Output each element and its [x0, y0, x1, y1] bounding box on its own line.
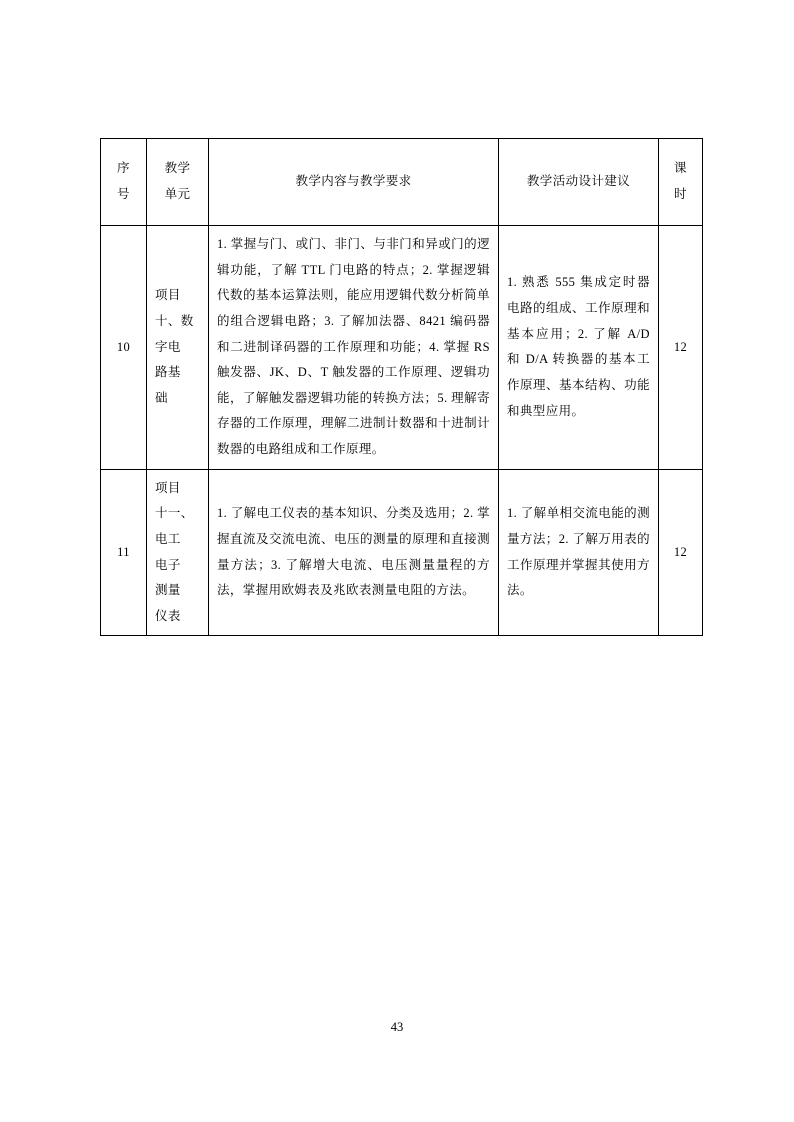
column-header-unit-line2: 单元	[164, 187, 191, 201]
row-content	[209, 226, 499, 470]
row-content	[209, 469, 499, 636]
column-header-activity: 教学活动设计建议	[499, 139, 659, 226]
column-header-no-line2: 号	[117, 187, 130, 201]
table-row	[101, 469, 703, 636]
row-unit-line: 路基	[155, 365, 181, 380]
row-content-text: 1. 了解电工仪表的基本知识、分类及选用；2. 掌握直流及交流电流、电压的测量的原理和直接测量方法；3. 了解增大电流、电压测量量程的方法，掌握用欧姆表及兆欧表测量电阻的方法。	[217, 506, 490, 598]
row-content-text: 1. 掌握与门、或门、非门、与非门和异或门的逻辑功能，了解 TTL 门电路的特点；2. 掌握逻辑代数的基本运算法则，能应用逻辑代数分析简单的组合逻辑电路；3. 了解加法器、8421 编码器和二进制译码器的工作原理和功能；4. 掌握 RS 触发器、JK、D、T 触发器的工作原理、逻辑功能，了解触发器逻辑功能的转换方法；5. 理解寄存器的工作原理，理解二进制计数器和十进制计数器的电路组成和工作原理。	[217, 237, 490, 456]
row-hours: 12	[659, 226, 703, 470]
table-header-row	[101, 139, 703, 226]
row-unit-line: 十、数	[155, 313, 194, 328]
row-unit	[147, 226, 209, 470]
row-unit-line: 测量	[155, 583, 181, 598]
column-header-unit	[147, 139, 209, 226]
table-row	[101, 226, 703, 470]
row-unit-line: 仪表	[155, 608, 181, 623]
row-unit-line: 项目	[155, 288, 181, 303]
table-body	[101, 226, 703, 636]
page-number: 43	[390, 1020, 404, 1034]
row-activity	[499, 469, 659, 636]
row-hours: 12	[659, 469, 703, 636]
row-unit-line: 电工	[155, 531, 181, 546]
column-header-no-line1: 序	[117, 161, 130, 176]
column-header-hours-line1: 课	[674, 161, 687, 176]
syllabus-table	[100, 138, 703, 636]
column-header-unit-line1: 教学	[164, 161, 191, 176]
column-header-hours-line2: 时	[674, 187, 687, 201]
row-activity-text: 1. 熟悉 555 集成定时器电路的组成、工作原理和基本应用；2. 了解 A/D 和 D/A 转换器的基本工作原理、基本结构、功能和典型应用。	[507, 275, 650, 418]
row-number: 10	[101, 226, 147, 470]
row-unit-line: 字电	[155, 339, 181, 354]
column-header-no	[101, 139, 147, 226]
table-header	[101, 139, 703, 226]
row-unit-line: 电子	[155, 557, 181, 572]
row-number: 11	[101, 469, 147, 636]
row-unit-line: 础	[155, 390, 168, 405]
row-activity	[499, 226, 659, 470]
row-unit-line: 项目	[155, 480, 181, 495]
row-unit	[147, 469, 209, 636]
row-activity-text: 1. 了解单相交流电能的测量方法；2. 了解万用表的工作原理并掌握其使用方法。	[507, 506, 650, 598]
column-header-content: 教学内容与教学要求	[209, 139, 499, 226]
row-unit-line: 十一、	[155, 506, 194, 521]
column-header-hours	[659, 139, 703, 226]
